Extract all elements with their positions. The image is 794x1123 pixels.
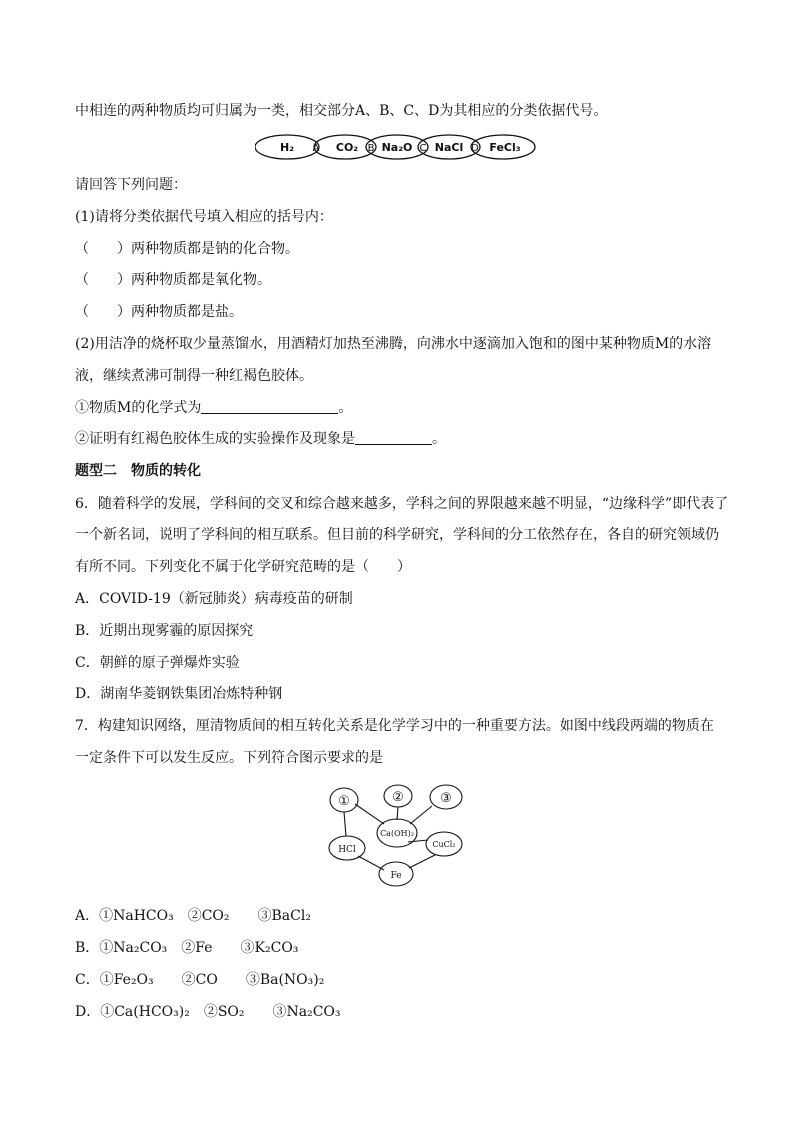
chain-item-h2: H₂ xyxy=(279,141,295,154)
chain-code-b: B xyxy=(367,143,375,154)
node-3-label: ③ xyxy=(440,791,452,806)
link-fe-cucl2 xyxy=(409,855,435,868)
node-hcl-label: HCl xyxy=(338,845,356,855)
classification-chain-diagram xyxy=(255,131,540,163)
q2-line-2: 液，继续煮沸可制得一种红褐色胶体。 xyxy=(75,368,313,384)
chain-item-nacl: NaCl xyxy=(434,141,464,154)
link-hcl-fe xyxy=(358,856,384,870)
q1-item-2: （ ）两种物质都是氧化物。 xyxy=(75,272,271,288)
node-1-label: ① xyxy=(338,794,350,809)
q6-option-c: C．朝鲜的原子弹爆炸实验 xyxy=(75,655,240,671)
chain-item-co2: CO₂ xyxy=(335,141,359,154)
chain-code-d: D xyxy=(471,143,479,154)
q1-item-1: （ ）两种物质都是钠的化合物。 xyxy=(75,241,299,257)
q7-option-b: B．①Na₂CO₃ ②Fe ③K₂CO₃ xyxy=(75,940,299,956)
node-fe-label: Fe xyxy=(390,871,402,881)
chain-code-c: C xyxy=(419,143,427,154)
node-caoh2-label: Ca(OH)₂ xyxy=(380,829,414,838)
intro-text: 中相连的两种物质均可归属为一类，相交部分A、B、C、D为其相应的分类依据代号。 xyxy=(75,103,608,119)
link-caoh2-cucl2 xyxy=(408,840,428,842)
chain-code-a: A xyxy=(312,143,320,154)
node-cucl2-label: CuCl₂ xyxy=(432,840,456,849)
q2-sub-2-text: ②证明有红褐色胶体生成的实验操作及现象是 xyxy=(75,431,355,447)
q7-option-a: A．①NaHCO₃ ②CO₂ ③BaCl₂ xyxy=(75,908,311,924)
q7-line-2: 一定条件下可以发生反应。下列符合图示要求的是 xyxy=(75,750,383,766)
q1-item-3: （ ）两种物质都是盐。 xyxy=(75,304,243,320)
q6-line-1: 6．随着科学的发展，学科间的交叉和综合越来越多，学科之间的界限越来越不明显，“边缘科学”即代表了 xyxy=(75,496,729,512)
chain-item-fecl3: FeCl₃ xyxy=(489,141,521,154)
link-1-hcl xyxy=(344,812,346,836)
q6-option-a: A．COVID-19（新冠肺炎）病毒疫苗的研制 xyxy=(75,591,353,607)
section-heading: 题型二 物质的转化 xyxy=(75,463,201,479)
q6-line-3: 有所不同。下列变化不属于化学研究范畴的是（ ） xyxy=(75,559,411,575)
q6-line-2: 一个新名词，说明了学科间的相互联系。但目前的科学研究，学科间的分工依然存在，各自的研究领域仍 xyxy=(75,527,719,543)
prompt-text: 请回答下列问题： xyxy=(75,177,187,193)
chain-item-na2o: Na₂O xyxy=(381,141,413,154)
q7-option-c: C．①Fe₂O₃ ②CO ③Ba(NO₃)₂ xyxy=(75,972,325,988)
q2-line-1: (2)用洁净的烧杯取少量蒸馏水，用酒精灯加热至沸腾，向沸水中逐滴加入饱和的图中某种物质M的水溶 xyxy=(75,336,712,352)
node-2-label: ② xyxy=(392,790,404,805)
link-2-caoh2 xyxy=(397,807,398,820)
q2-sub-1-text: ①物质M的化学式为 xyxy=(75,400,202,416)
q6-option-d: D．湖南华菱钢铁集团冶炼特种钢 xyxy=(75,686,283,702)
reaction-network-diagram xyxy=(320,780,480,892)
q2-sub-2 xyxy=(75,429,446,449)
answer-blank-m[interactable] xyxy=(201,399,338,414)
q2-sub-1-end: 。 xyxy=(338,400,353,416)
q7-option-d: D．①Ca(HCO₃)₂ ②SO₂ ③Na₂CO₃ xyxy=(75,1004,341,1020)
link-1-caoh2 xyxy=(355,804,384,824)
q2-sub-1 xyxy=(75,398,352,418)
q2-sub-2-end: 。 xyxy=(432,431,446,447)
link-3-caoh2 xyxy=(410,806,432,824)
q6-option-b: B．近期出现雾霾的原因探究 xyxy=(75,623,254,639)
answer-blank-colloid[interactable] xyxy=(355,430,432,445)
q1-title: (1)请将分类依据代号填入相应的括号内： xyxy=(75,209,333,225)
q7-line-1: 7．构建知识网络，厘清物质间的相互转化关系是化学学习中的一种重要方法。如图中线段两端的物质在 xyxy=(75,718,714,734)
